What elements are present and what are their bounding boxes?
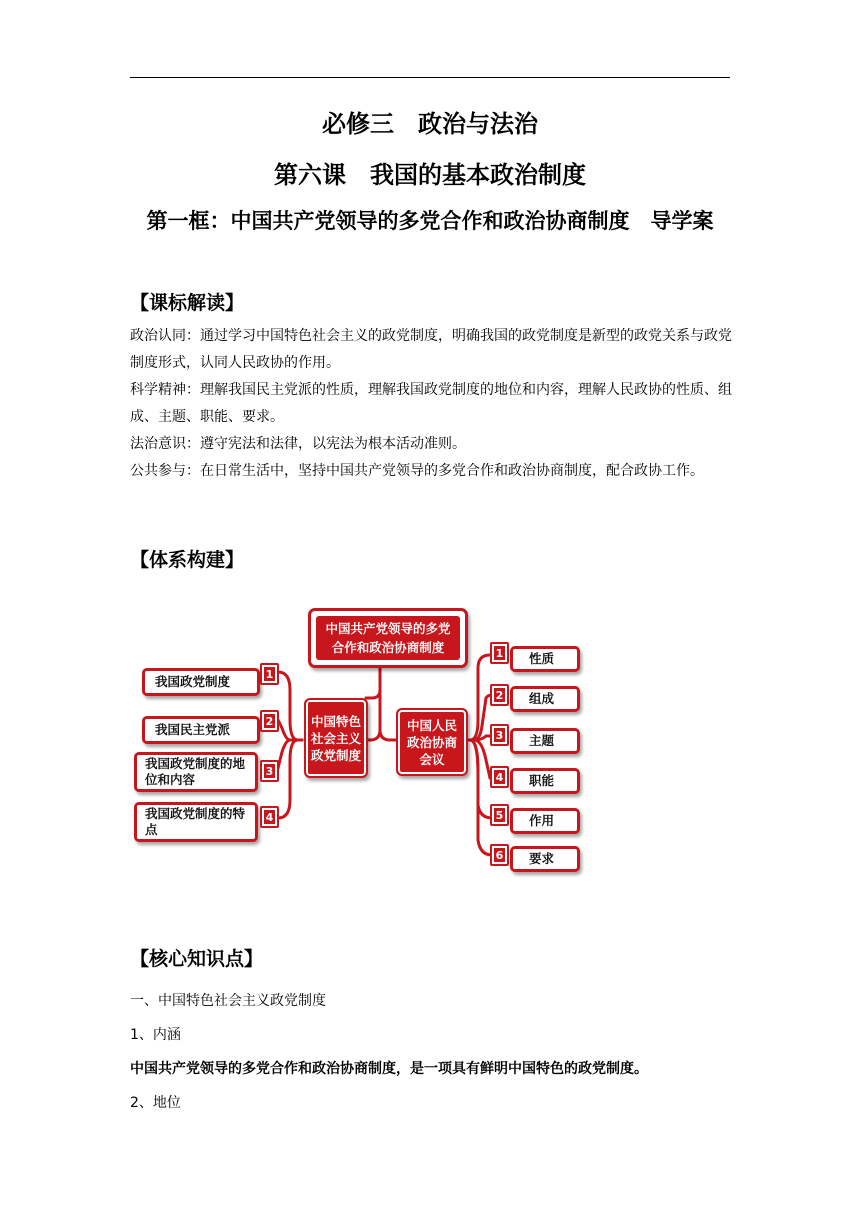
right-item-number: [490, 642, 509, 664]
left-item-box: 我国政党制度的地位和内容: [134, 752, 258, 792]
right-item-box: 作用: [510, 808, 580, 834]
right-item-box: 职能: [510, 768, 580, 794]
right-item-number: [490, 724, 509, 746]
number-label: 6: [495, 848, 504, 862]
number-label: 2: [265, 714, 274, 728]
right-item-box: 要求: [510, 846, 580, 872]
left-item-box: 我国民主党派: [142, 716, 260, 744]
number-label: 4: [495, 770, 504, 784]
top-hub-box: [308, 608, 468, 668]
knowledge-subheading: 2、地位: [130, 1095, 181, 1111]
number-label: 3: [265, 764, 274, 778]
system-heading: 【体系构建】: [130, 549, 245, 571]
section-title: 第一框：中国共产党领导的多党合作和政治协商制度 导学案: [146, 209, 714, 233]
right-item-box: 组成: [510, 686, 580, 712]
book-title: 必修三 政治与法治: [322, 110, 538, 138]
right-item-box: 主题: [510, 728, 580, 754]
standards-text: [130, 323, 732, 485]
left-item-number: [260, 663, 279, 685]
top-hub-label: 中国共产党领导的多党合作和政治协商制度: [316, 616, 460, 660]
right-item-number: [490, 844, 509, 866]
standards-heading: 【课标解读】: [130, 292, 245, 314]
left-item-box: 我国政党制度: [142, 668, 260, 696]
number-label: 3: [495, 728, 504, 742]
number-label: 1: [495, 646, 504, 660]
right-item-number: [490, 766, 509, 788]
right-item-number: [490, 804, 509, 826]
knowledge-heading: 【核心知识点】: [130, 948, 264, 970]
left-item-box: 我国政党制度的特点: [134, 802, 258, 842]
knowledge-point: 一、中国特色社会主义政党制度: [130, 993, 326, 1009]
standards-line: 政治认同：通过学习中国特色社会主义的政党制度，明确我国的政党制度是新型的政党关系与政党制度形式，认同人民政协的作用。: [130, 328, 732, 371]
number-label: 1: [265, 667, 274, 681]
right-item-box: 性质: [510, 646, 580, 672]
mind-map-diagram: [130, 600, 590, 880]
standards-line: 公共参与：在日常生活中，坚持中国共产党领导的多党合作和政治协商制度，配合政协工作。: [130, 463, 704, 479]
lesson-title: 第六课 我国的基本政治制度: [274, 161, 586, 189]
left-item-number: [260, 710, 279, 732]
standards-line: 科学精神：理解我国民主党派的性质，理解我国政党制度的地位和内容，理解人民政协的性质、组成、主题、职能、要求。: [130, 382, 732, 425]
right-hub: 中国人民政治协商会议: [396, 708, 468, 776]
left-hub: 中国特色社会主义政党制度: [304, 698, 368, 778]
knowledge-text: 中国共产党领导的多党合作和政治协商制度，是一项具有鲜明中国特色的政党制度。: [130, 1061, 648, 1077]
number-label: 2: [495, 688, 504, 702]
number-label: 5: [495, 808, 504, 822]
knowledge-subheading: 1、内涵: [130, 1027, 181, 1043]
standards-line: 法治意识：遵守宪法和法律，以宪法为根本活动准则。: [130, 436, 466, 452]
left-item-number: [260, 760, 279, 782]
left-item-number: [260, 806, 279, 828]
right-item-number: [490, 684, 509, 706]
header-rule: [130, 77, 730, 78]
number-label: 4: [265, 810, 274, 824]
